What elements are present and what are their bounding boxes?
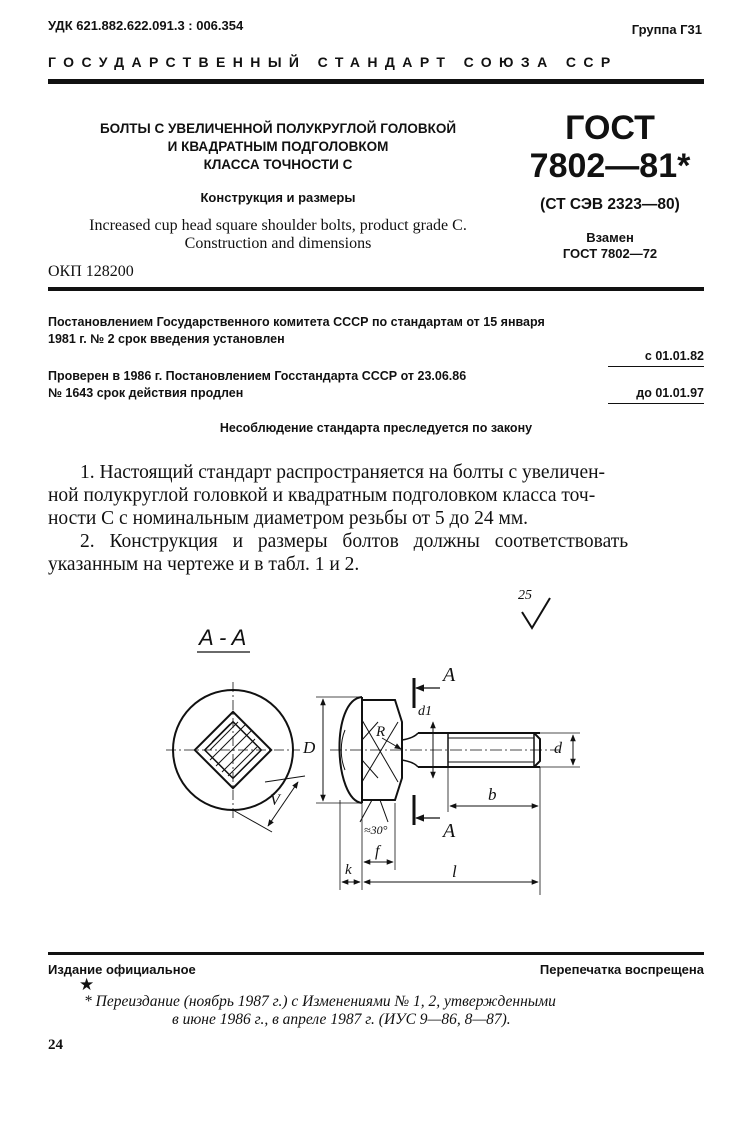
label-d1: d1 (418, 704, 432, 719)
label-b: b (488, 785, 497, 804)
decree-line2: 1981 г. № 2 срок введения установлен (48, 332, 285, 346)
replaces-gost: ГОСТ 7802—72 (562, 246, 658, 261)
decree-line1: Постановлением Государственного комитета СССР по стандартам от 15 января (48, 315, 545, 329)
para1-line1: 1. Настоящий стандарт распространяется на болты с увеличен- (80, 462, 606, 483)
sev-number: (СТ СЭВ 2323—80) (540, 196, 680, 213)
label-l: l (452, 862, 457, 881)
law-notice: Несоблюдение стандарта преследуется по закону (219, 421, 533, 435)
title-ru-line2: И КВАДРАТНЫМ ПОДГОЛОВКОМ (167, 139, 389, 154)
okp-code: ОКП 128200 (48, 263, 134, 280)
para1-line2: ной полукруглой головкой и квадратным подголовком класса точ- (48, 485, 596, 506)
page-number: 24 (48, 1037, 63, 1053)
label-R: R (376, 724, 386, 740)
subtitle: Конструкция и размеры (200, 190, 356, 205)
official-edition: Издание официальное (48, 962, 196, 977)
star-icon: ★ (79, 975, 95, 994)
reprint-note-line2: в июне 1986 г., в апреле 1987 г. (ИУС 9—86, 8—87). (172, 1011, 511, 1028)
group-code: Группа Г31 (631, 22, 702, 37)
check-line2: № 1643 срок действия продлен (48, 386, 244, 400)
para2-line2: указанным на чертеже и в табл. 1 и 2. (48, 554, 360, 575)
banner: ГОСУДАРСТВЕННЫЙ СТАНДАРТ СОЮЗА ССР (48, 54, 618, 70)
footer-rule (48, 952, 704, 955)
label-V: V (270, 792, 280, 809)
title-ru-line3: КЛАССА ТОЧНОСТИ С (203, 157, 353, 172)
label-d: d (554, 740, 562, 757)
title-ru-line1: БОЛТЫ С УВЕЛИЧЕННОЙ ПОЛУКРУГЛОЙ ГОЛОВКОЙ (99, 121, 457, 136)
reprint-note-line1: * Переиздание (ноябрь 1987 г.) с Изменениями № 1, 2, утвержденными (84, 993, 556, 1010)
label-angle: ≈30° (364, 823, 388, 837)
label-k: k (345, 862, 352, 878)
label-A-bottom: A (443, 820, 456, 842)
label-D: D (303, 738, 316, 757)
extended-date: до 01.01.97 (636, 386, 704, 400)
replaces-label: Взамен (586, 230, 634, 245)
reprint-notice: Перепечатка воспрещена (539, 962, 704, 977)
roughness-value: 25 (518, 588, 532, 603)
title-en-line1: Increased cup head square shoulder bolts, product grade C. (89, 217, 467, 234)
section-label: A - A (199, 625, 247, 650)
check-line1: Проверен в 1986 г. Постановлением Госстандарта СССР от 23.06.86 (48, 369, 467, 383)
label-f: f (375, 843, 380, 860)
gost-number: 7802—81* (529, 147, 691, 185)
udk-code: УДК 621.882.622.091.3 : 006.354 (48, 18, 244, 33)
gost-label: ГОСТ (565, 109, 655, 147)
title-en-line2: Construction and dimensions (184, 235, 372, 252)
para2-line1: 2. Конструкция и размеры болтов должны соответствовать (80, 531, 629, 552)
label-A-top: A (443, 664, 456, 686)
effective-date: с 01.01.82 (644, 349, 704, 363)
para1-line3: ности С с номинальным диаметром резьбы от 5 до 24 мм. (48, 508, 529, 529)
